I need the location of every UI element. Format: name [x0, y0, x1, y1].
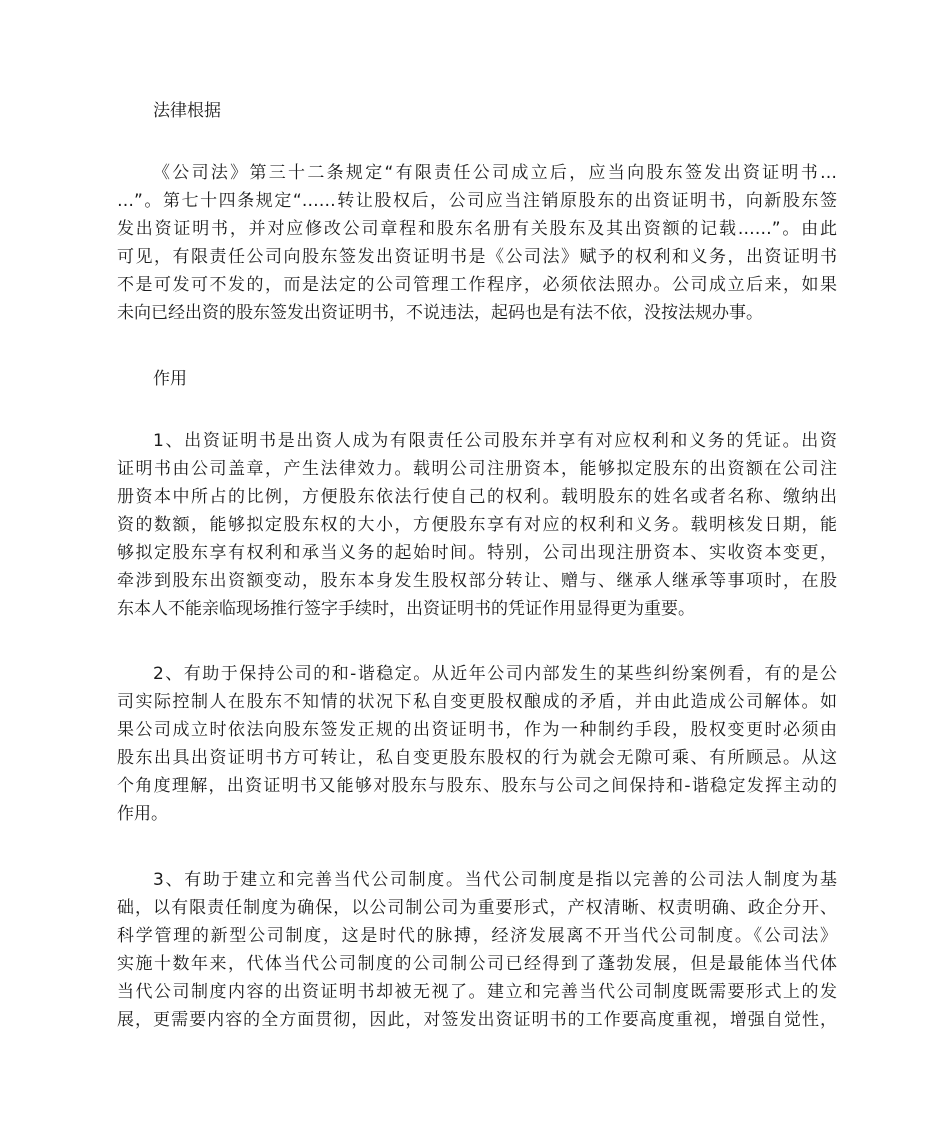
text-line: 未向已经出资的股东签发出资证明书，不说违法，起码也是有法不依，没按法规办事。 [117, 303, 763, 323]
text-line: 册资本中所占的比例，方便股东依法行使自己的权利。载明股东的姓名或者名称、缴纳出 [117, 487, 837, 507]
text-line: 资的数额，能够拟定股东权的大小，方便股东享有对应的权利和义务。载明核发日期，能 [117, 515, 837, 535]
text-line: 司实际控制人在股东不知情的状况下私自变更股权酿成的矛盾，并由此造成公司解体。如 [117, 692, 837, 712]
text-line: 2、有助于保持公司的和-谐稳定。从近年公司内部发生的某些纠纷案例看，有的是公 [153, 664, 837, 684]
text-line: 展，更需要内容的全方面贯彻，因此，对签发出资证明书的工作要高度重视，增强自觉性， [117, 1010, 837, 1030]
text-line: 实施十数年来，代体当代公司制度的公司制公司已经得到了蓬勃发展，但是最能体当代体 [117, 954, 837, 974]
heading-legal-basis: 法律根据 [153, 101, 221, 121]
text-line: 发出资证明书，并对应修改公司章程和股东名册有关股东及其出资额的记载……”。由此 [117, 219, 837, 239]
text-line: 果公司成立时依法向股东签发正规的出资证明书，作为一种制约手段，股权变更时必须由 [117, 720, 837, 740]
text-line: 作用。 [117, 804, 168, 824]
text-line: 础，以有限责任制度为确保，以公司制公司为重要形式，产权清晰、权责明确、政企分开、 [117, 898, 837, 918]
text-line: 《公司法》第三十二条规定“有限责任公司成立后，应当向股东签发出资证明书… [153, 163, 837, 183]
text-line: 当代公司制度内容的出资证明书却被无视了。建立和完善当代公司制度既需要形式上的发 [117, 982, 837, 1002]
text-line: 3、有助于建立和完善当代公司制度。当代公司制度是指以完善的公司法人制度为基 [153, 870, 837, 890]
text-line: 股东出具出资证明书方可转让，私自变更股东股权的行为就会无隙可乘、有所顾忌。从这 [117, 748, 837, 768]
text-line: 东本人不能亲临现场推行签字手续时，出资证明书的凭证作用显得更为重要。 [117, 599, 695, 619]
text-line: …”。第七十四条规定“……转让股权后，公司应当注销原股东的出资证明书，向新股东签 [117, 191, 837, 211]
text-line: 牵涉到股东出资额变动，股东本身发生股权部分转让、赠与、继承人继承等事项时，在股 [117, 571, 837, 591]
text-line: 够拟定股东享有权利和承当义务的起始时间。特别，公司出现注册资本、实收资本变更， [117, 543, 837, 563]
text-line: 1、出资证明书是出资人成为有限责任公司股东并享有对应权利和义务的凭证。出资 [153, 431, 837, 451]
text-line: 不是可发可不发的，而是法定的公司管理工作程序，必须依法照办。公司成立后来，如果 [117, 275, 837, 295]
text-line: 个角度理解，出资证明书又能够对股东与股东、股东与公司之间保持和-谐稳定发挥主动的 [117, 776, 837, 796]
text-line: 可见，有限责任公司向股东签发出资证明书是《公司法》赋予的权利和义务，出资证明书 [117, 247, 837, 267]
text-line: 科学管理的新型公司制度，这是时代的脉搏，经济发展离不开当代公司制度。《公司法》 [117, 926, 837, 946]
text-line: 证明书由公司盖章，产生法律效力。载明公司注册资本，能够拟定股东的出资额在公司注 [117, 459, 837, 479]
heading-function: 作用 [153, 369, 187, 389]
